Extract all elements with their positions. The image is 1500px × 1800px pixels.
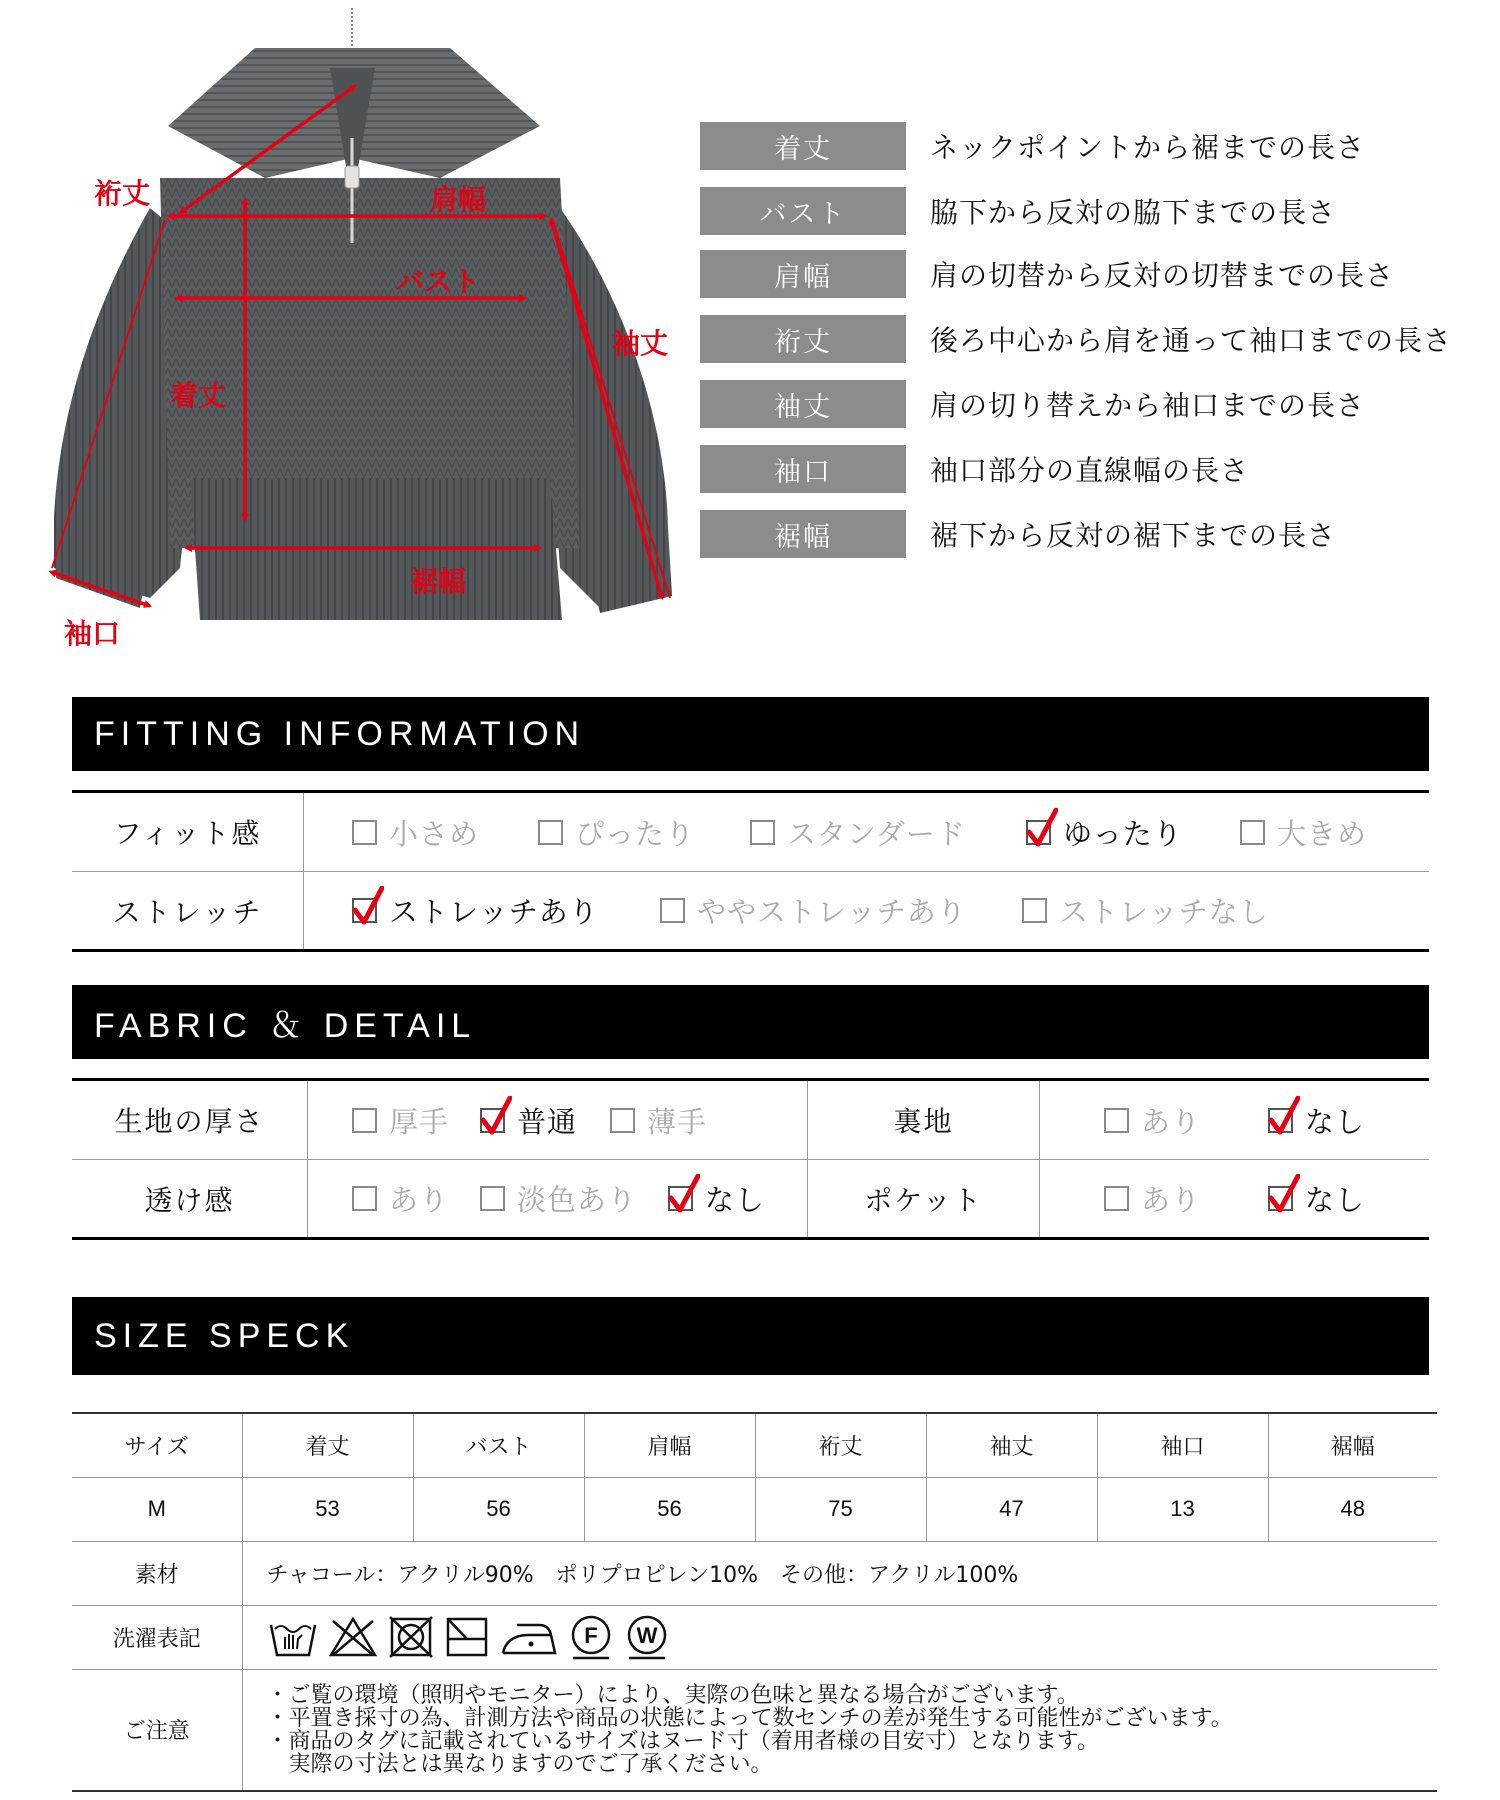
size-cell: 13 — [1097, 1477, 1268, 1541]
size-header: サイズ — [72, 1413, 242, 1477]
wet-clean-w-icon — [623, 1613, 671, 1661]
size-header: 袖丈 — [926, 1413, 1097, 1477]
checked-checkbox-icon — [352, 898, 377, 923]
no-bleach-icon — [327, 1615, 379, 1659]
legend-desc: ネックポイントから裾までの長さ — [930, 131, 1366, 164]
note-line: ・平置き採寸の為、計測方法や商品の状態によって数センチの差が発生する可能性がございます。 — [266, 1705, 1233, 1731]
fit-option-selected[interactable]: ゆったり — [1026, 812, 1240, 853]
checked-checkbox-icon — [1268, 1186, 1293, 1211]
size-header: 裾幅 — [1268, 1413, 1437, 1477]
fabric-table — [72, 1078, 1429, 1240]
legend-term: バスト — [700, 187, 906, 235]
size-cell: 56 — [584, 1477, 755, 1541]
thickness-option-selected[interactable]: 普通 — [480, 1100, 610, 1141]
note-line: ・ご覧の環境（照明やモニター）により、実際の色味と異なる場合がございます。 — [266, 1682, 1079, 1708]
checkbox-icon — [1104, 1186, 1129, 1211]
legend-term: 着丈 — [700, 122, 906, 170]
note-line: ・商品のタグに記載されているサイズはヌード寸（着用者様の目安寸）となります。 — [266, 1728, 1099, 1754]
checkbox-icon — [352, 1186, 377, 1211]
legend-desc: 後ろ中心から肩を通って袖口までの長さ — [930, 324, 1453, 357]
label-susohaba: 裾幅 — [410, 565, 467, 598]
flat-dry-icon — [443, 1615, 491, 1659]
legend-row — [700, 315, 1490, 363]
checkbox-icon — [1104, 1108, 1129, 1133]
fit-options — [304, 793, 1367, 871]
fitting-table — [72, 790, 1429, 952]
label-katahaba: 肩幅 — [430, 183, 487, 216]
thickness-label: 生地の厚さ — [72, 1081, 308, 1159]
checkbox-icon — [352, 820, 377, 845]
legend-row — [700, 445, 1490, 493]
size-header: 肩幅 — [584, 1413, 755, 1477]
checkbox-icon — [480, 1186, 505, 1211]
fabric-row-2 — [72, 1159, 1429, 1237]
legend-row — [700, 250, 1490, 298]
lining-option-selected[interactable]: なし — [1268, 1100, 1365, 1141]
legend-row — [700, 187, 1490, 235]
label-yuki: 裄丈 — [94, 177, 151, 210]
label-bust: バスト — [396, 265, 481, 298]
legend-term: 袖口 — [700, 445, 906, 493]
pocket-option-selected[interactable]: なし — [1268, 1178, 1365, 1219]
dry-clean-f-icon — [567, 1613, 615, 1661]
size-cell: 56 — [413, 1477, 584, 1541]
legend-row — [700, 510, 1490, 558]
sodeguchi-line — [54, 573, 150, 606]
label-sodeguchi: 袖口 — [64, 617, 121, 650]
stretch-row — [72, 871, 1429, 949]
sheer-label: 透け感 — [72, 1160, 308, 1237]
table-row — [72, 1477, 1437, 1541]
sodetake-line — [552, 223, 662, 598]
lining-label: 裏地 — [808, 1081, 1040, 1159]
size-cell: M — [72, 1477, 242, 1541]
legend-desc: 脇下から反対の脇下までの長さ — [930, 196, 1337, 229]
svg-text:F: F — [583, 1623, 598, 1648]
size-cell: 47 — [926, 1477, 1097, 1541]
size-section-title: SIZE SPECK — [72, 1297, 1429, 1375]
measurement-lines — [40, 8, 700, 648]
checkbox-icon — [1240, 820, 1265, 845]
label-kitake: 着丈 — [170, 379, 227, 412]
size-header-row — [72, 1413, 1437, 1477]
notes-list — [242, 1669, 1437, 1791]
checkbox-icon — [538, 820, 563, 845]
fabric-row-1 — [72, 1081, 1429, 1159]
hand-wash-icon — [267, 1615, 319, 1659]
legend-term: 肩幅 — [700, 250, 906, 298]
care-icons — [242, 1605, 1437, 1669]
note-line: 実際の寸法とは異なりますのでご了承ください。 — [266, 1751, 773, 1777]
fit-row — [72, 793, 1429, 871]
legend-desc: 肩の切替から反対の切替までの長さ — [930, 259, 1395, 292]
size-header: 着丈 — [242, 1413, 413, 1477]
legend-term: 袖丈 — [700, 380, 906, 428]
checked-checkbox-icon — [1268, 1108, 1293, 1133]
size-header: 裄丈 — [755, 1413, 926, 1477]
stretch-option[interactable]: ストレッチなし — [1022, 890, 1269, 931]
fit-label: フィット感 — [72, 793, 304, 871]
legend-desc: 袖口部分の直線幅の長さ — [930, 454, 1250, 487]
care-label: 洗濯表記 — [72, 1605, 242, 1669]
material-row — [72, 1541, 1437, 1605]
pocket-option[interactable]: あり — [1104, 1178, 1268, 1219]
size-table — [72, 1412, 1437, 1792]
no-tumble-dry-icon — [387, 1615, 435, 1659]
fit-option[interactable]: スタンダード — [750, 812, 1026, 853]
svg-text:W: W — [636, 1623, 657, 1648]
iron-low-icon — [499, 1615, 559, 1659]
pocket-label: ポケット — [808, 1160, 1040, 1237]
checkbox-icon — [352, 1108, 377, 1133]
sheer-option[interactable]: あり — [352, 1178, 480, 1219]
legend-term: 裄丈 — [700, 315, 906, 363]
sheer-option[interactable]: 淡色あり — [480, 1178, 668, 1219]
checkbox-icon — [750, 820, 775, 845]
measurement-diagram — [40, 8, 700, 648]
legend-desc: 肩の切り替えから袖口までの長さ — [930, 389, 1366, 422]
legend-row — [700, 122, 1490, 170]
thickness-options — [308, 1081, 808, 1159]
legend-row — [700, 380, 1490, 428]
checkbox-icon — [610, 1108, 635, 1133]
size-header: バスト — [413, 1413, 584, 1477]
care-row — [72, 1605, 1437, 1669]
checked-checkbox-icon — [668, 1186, 693, 1211]
thickness-option[interactable]: 厚手 — [352, 1100, 480, 1141]
legend-term: 裾幅 — [700, 510, 906, 558]
thickness-option[interactable]: 薄手 — [610, 1100, 707, 1141]
stretch-label: ストレッチ — [72, 872, 304, 949]
notes-label: ご注意 — [72, 1669, 242, 1791]
checked-checkbox-icon — [1026, 820, 1051, 845]
fit-option[interactable]: ぴったり — [538, 812, 750, 853]
fitting-section-title: FITTING INFORMATION — [72, 697, 1429, 771]
checked-checkbox-icon — [480, 1108, 505, 1133]
fit-option[interactable]: 大きめ — [1240, 812, 1367, 853]
pocket-options — [1040, 1160, 1365, 1237]
sheer-option-selected[interactable]: なし — [668, 1178, 765, 1219]
lining-options — [1040, 1081, 1365, 1159]
sheer-options — [308, 1160, 808, 1237]
size-header: 袖口 — [1097, 1413, 1268, 1477]
legend-desc: 裾下から反対の裾下までの長さ — [930, 519, 1337, 552]
checkbox-icon — [1022, 898, 1047, 923]
material-label: 素材 — [72, 1541, 242, 1605]
fabric-section-title: FABRIC ＆ DETAIL — [72, 985, 1429, 1059]
label-sodetake: 袖丈 — [612, 327, 669, 360]
size-cell: 53 — [242, 1477, 413, 1541]
stretch-option[interactable]: ややストレッチあり — [660, 890, 1022, 931]
stretch-options — [304, 872, 1269, 949]
stretch-option-selected[interactable]: ストレッチあり — [352, 890, 660, 931]
fit-option[interactable]: 小さめ — [352, 812, 538, 853]
checkbox-icon — [660, 898, 685, 923]
size-cell: 75 — [755, 1477, 926, 1541]
material-value: チャコール：アクリル90% ポリプロピレン10% その他：アクリル100% — [242, 1541, 1437, 1605]
notes-row — [72, 1669, 1437, 1791]
size-cell: 48 — [1268, 1477, 1437, 1541]
yuki-line — [180, 88, 352, 213]
lining-option[interactable]: あり — [1104, 1100, 1268, 1141]
